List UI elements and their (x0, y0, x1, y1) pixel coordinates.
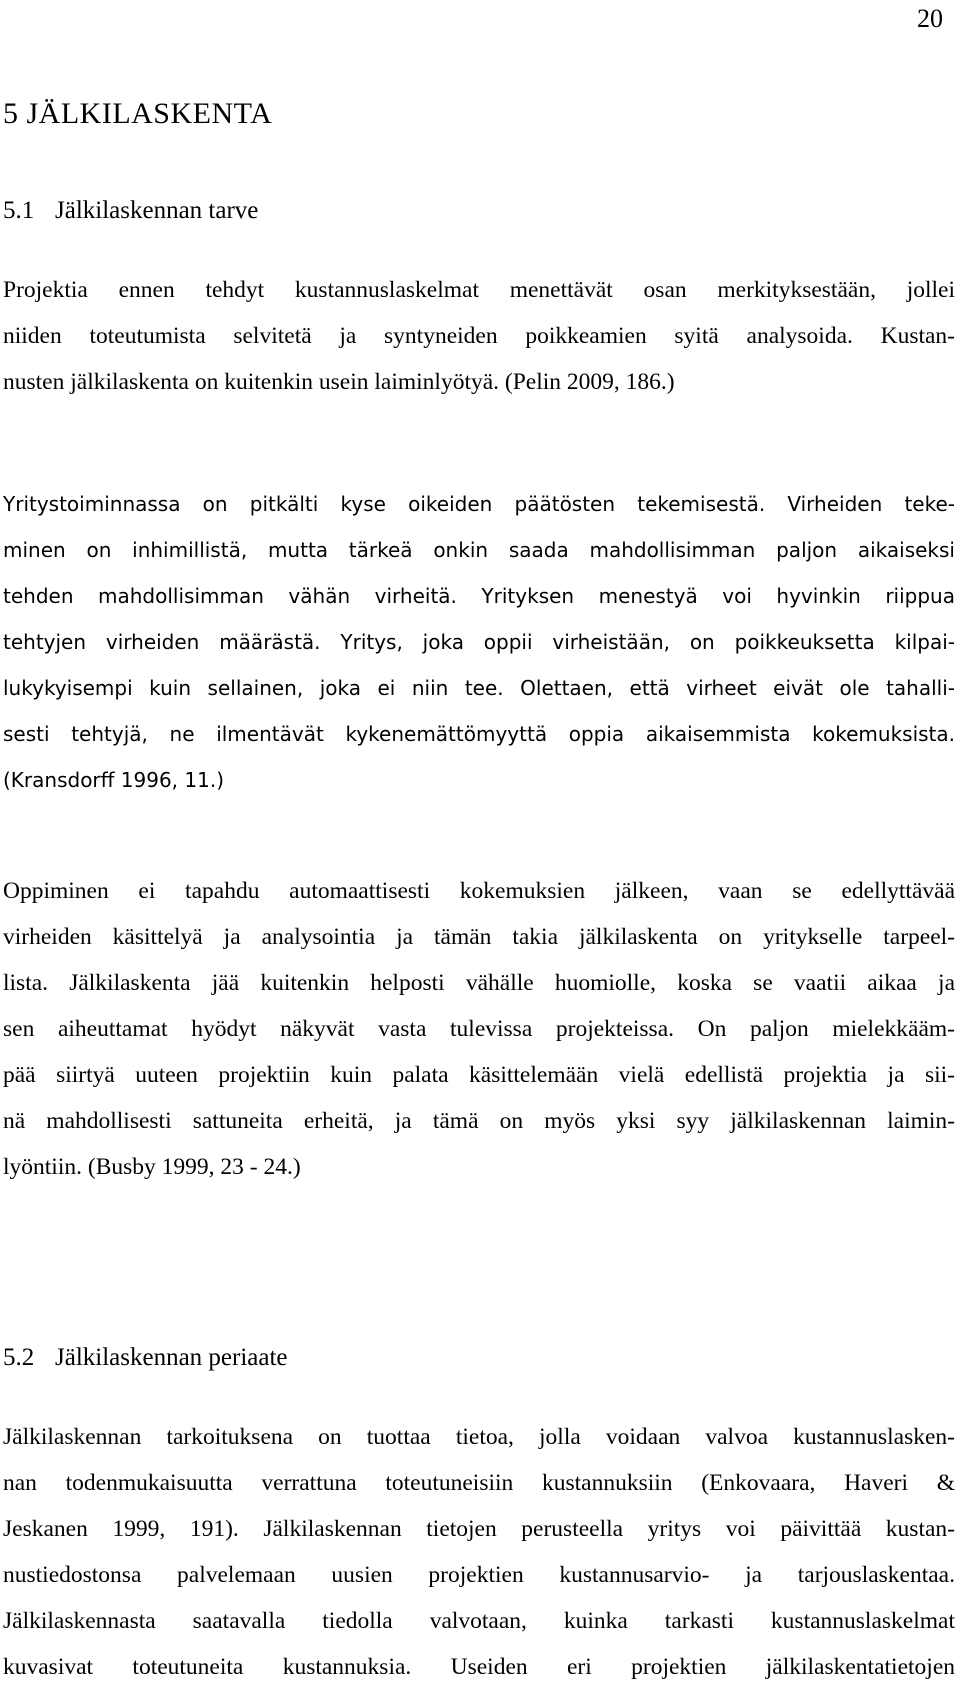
text-line: Jeskanen 1999, 191). Jälkilaskennan tietojen perusteella yritys voi päivittää kustan- (3, 1516, 955, 1542)
paragraph (3, 481, 955, 803)
section-heading (3, 1339, 288, 1377)
text-line: sen aiheuttamat hyödyt näkyvät vasta tulevissa projekteissa. On paljon mielekkääm- (3, 1016, 955, 1042)
text-line: nustiedostonsa palvelemaan uusien projektien kustannusarvio- ja tarjouslaskentaa. (3, 1562, 955, 1588)
text-line: (Kransdorff 1996, 11.) (3, 768, 225, 792)
text-line: lukykyisempi kuin sellainen, joka ei niin tee. Olettaen, että virheet eivät ole tahalli- (3, 676, 955, 700)
text-line: lista. Jälkilaskenta jää kuitenkin helposti vähälle huomiolle, koska se vaatii aikaa ja (3, 970, 955, 996)
section-title: Jälkilaskennan tarve (55, 197, 259, 224)
text-line: nusten jälkilaskenta on kuitenkin usein laiminlyötyä. (Pelin 2009, 186.) (3, 369, 675, 395)
text-line: sesti tehtyjä, ne ilmentävät kykenemättömyyttä oppia aikaisemmista kokemuksista. (3, 722, 955, 746)
section-title: Jälkilaskennan periaate (55, 1344, 288, 1371)
section-number: 5.1 (3, 197, 35, 224)
section-heading (3, 192, 258, 230)
text-line: tehtyjen virheiden määrästä. Yritys, joka oppii virheistään, on poikkeuksetta kilpai- (3, 630, 955, 654)
text-line: Oppiminen ei tapahdu automaattisesti kokemuksien jälkeen, vaan se edellyttävää (3, 878, 955, 904)
text-line: Jälkilaskennasta saatavalla tiedolla valvotaan, kuinka tarkasti kustannuslaskelmat (3, 1608, 955, 1634)
text-line: niiden toteutumista selvitetä ja syntyneiden poikkeamien syitä analysoida. Kustan- (3, 323, 955, 349)
text-line: Projektia ennen tehdyt kustannuslaskelmat menettävät osan merkityksestään, jollei (3, 277, 955, 303)
text-line: kuvasivat toteutuneita kustannuksia. Useiden eri projektien jälkilaskentatietojen (3, 1654, 955, 1680)
text-line: nan todenmukaisuutta verrattuna toteutuneisiin kustannuksiin (Enkovaara, Haveri & (3, 1470, 955, 1496)
text-line: tehden mahdollisimman vähän virheitä. Yrityksen menestyä voi hyvinkin riippua (3, 584, 955, 608)
text-line: Jälkilaskennan tarkoituksena on tuottaa tietoa, jolla voidaan valvoa kustannuslasken- (3, 1424, 955, 1450)
section-number: 5.2 (3, 1344, 35, 1371)
text-line: pää siirtyä uuteen projektiin kuin palata käsittelemään vielä edellistä projektia ja sii- (3, 1062, 955, 1088)
text-line: Yritystoiminnassa on pitkälti kyse oikeiden päätösten tekemisestä. Virheiden teke- (3, 492, 955, 516)
paragraph (3, 267, 955, 405)
text-line: minen on inhimillistä, mutta tärkeä onkin saada mahdollisimman paljon aikaiseksi (3, 538, 955, 562)
paragraph (3, 868, 955, 1190)
page-number: 20 (917, 4, 943, 33)
paragraph (3, 1414, 955, 1690)
text-line: lyöntiin. (Busby 1999, 23 - 24.) (3, 1154, 301, 1180)
text-line: nä mahdollisesti sattuneita erheitä, ja tämä on myös yksi syy jälkilaskennan laimin- (3, 1108, 955, 1134)
chapter-heading: 5 JÄLKILASKENTA (3, 97, 273, 130)
text-line: virheiden käsittelyä ja analysointia ja tämän takia jälkilaskenta on yritykselle tarpeel- (3, 924, 955, 950)
